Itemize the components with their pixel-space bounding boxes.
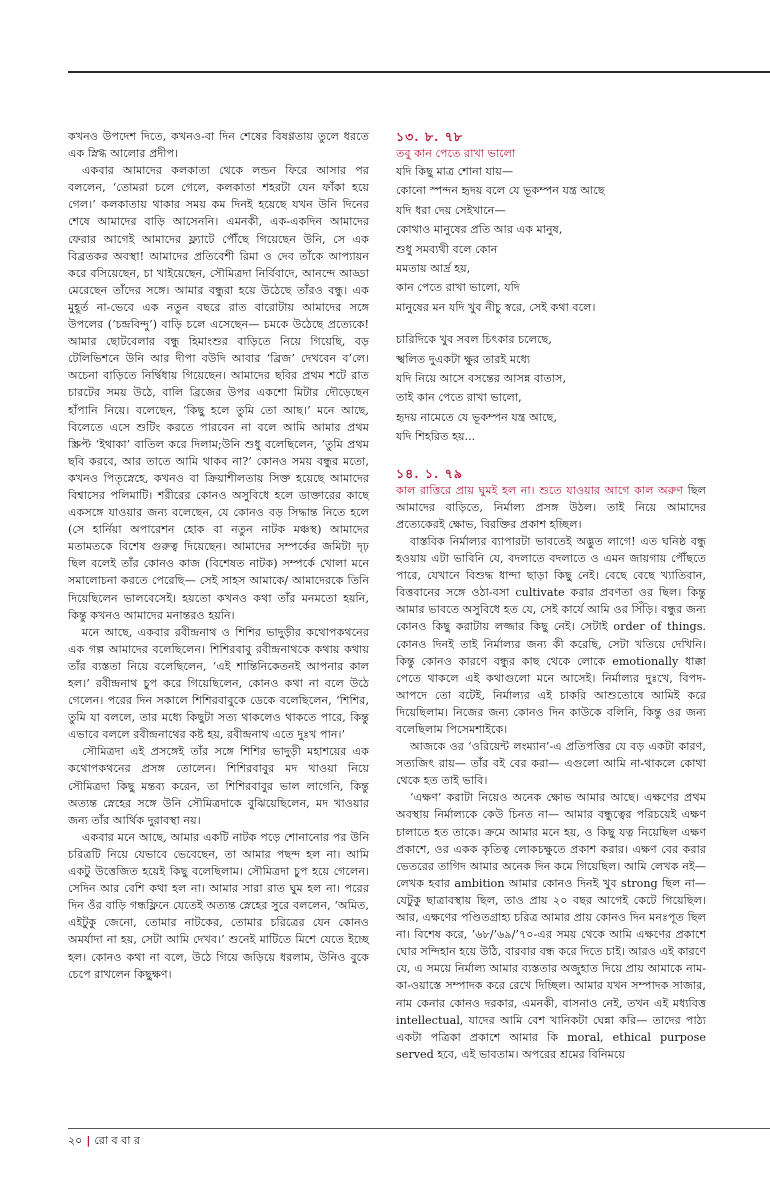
poem-title: তবু কান পেতে রাখা ভালো: [396, 147, 516, 160]
paragraph: বাস্তবিক নির্মাল্যর ব্যাপারটা ভাবতেই অদ্ভুত লাগে! এত ঘনিষ্ঠ বন্ধু হওয়ায় এটা ভাবিনি যে, বদলাতে বদলাতে ও এমন জায়গায় পৌঁছতে পারে, যেখানে বিশুদ্ধ ধান্দা ছাড়া কিছু নেই। বেছে বেছে খ্যাতিবান, বিত্তবানের সঙ্গে ওঠা-বসা cultivate করার প্রবণতা ওর ছিল। কিন্তু আমার ভাবতে অসুবিধে হত যে, সেই কার্যে আমি ওর সিঁড়ি। বন্ধুর জন্য কোনও কিছু করাটায় লজ্জার কিছু নেই। সেটাই order of things. কোনও দিনই তাই নির্মাল্যর জন্য কী করেছি, সেটা খতিয়ে দেখিনি। কিন্তু কোনও কারণে বন্ধুর কাছ থেকে লোকে emotionally ধাক্কা পেতে থাকলে এই কথাগুলো মনে আসেই। নির্মাল্যর দুঃখে, বিপদ-আপদে তো বটেই, নির্মাল্যর এই চাকরি আশুতোষে আমিই করে দিয়েছিলাম। নিজের জন্য কোনও দিন কাউকে বলিনি, কিন্তু ওর জন্য বলেছিলাম পিসেমশাইকে।: [396, 534, 706, 736]
poem-line: তাই কান পেতে রাখা ভালো,: [396, 391, 522, 405]
poem-line: যদি নিয়ে আসে বসন্তের আসন্ন বাতাস,: [396, 372, 567, 386]
top-rule: [68, 71, 770, 73]
paragraph: মনে আছে, একবার রবীন্দ্রনাথ ও শিশির ভাদুড়ীর কথোপকথনের এক গল্প আমাদের বলেছিলেন। শিশিরবাবু রবীন্দ্রনাথকে কথায় কথায় তাঁর ব্যস্ততা নিয়ে বলেছিলেন, ‘এই শান্তিনিকেতনই আপনার কাল হল।’ রবীন্দ্রনাথ চুপ করে গিয়েছিলেন, কোনও কথা না বলে উঠে গেলেন। পরের দিন সকালে শিশিরবাবুকে ডেকে বলেছিলেন, ‘শিশির, তুমি যা বললে, তার মধ্যে কিছুটা সত্য থাকলেও থাকতে পারে, কিন্তু এভাবে বললে রবীন্দ্রনাথের কষ্ট হয়, রবীন্দ্রনাথ এতে দুঃখ পান।’: [68, 625, 369, 742]
paragraph: ‘এক্ষণ’ করাটা নিয়েও অনেক ক্ষোভ আমার আছে। এক্ষণের প্রথম অবস্থায় নির্মাল্যকে কেউ চিনত না— আমার বন্ধুত্বের পরিচয়েই এক্ষণ চালাতে হত তাকে। ক্রমে আমার মনে হয়, ও কিছু যত্ন নিয়েছিল এক্ষণ প্রকাশে, ওর একক কৃতিত্ব লোকচক্ষুতে প্রকাশ করার। এক্ষণ বের করার ভেতরের তাগিদ আমার অনেক দিন কমে গিয়েছিল। আমি লেখক নই— লেখক হবার ambition আমার কোনও দিনই খুব strong ছিল না— যেটুকু ছাত্রাবস্থায় ছিল, তাও প্রায় ২০ বছর আগেই কেটে গিয়েছিল। আর, এক্ষণের পণ্ডিতগ্রাহ্য চরিত্র আমার প্রায় কোনও দিন মনঃপূত ছিল না। বিশেষ করে, ’৬৮/’৬৯/’৭০-এর সময় থেকে আমি এক্ষণের প্রকাশে ঘোর সন্দিহান হয়ে উঠি, বারবার বন্ধ করে দিতে চাই। আরও এই কারণে যে, এ সময়ে নির্মাল্য আমার ব্যস্ততার অজুহাত দিয়ে প্রায় আমাকে নাম-কা-ওয়াস্তে সম্পাদক করে রেখে দিচ্ছিল। আমার যখন সম্পাদক সাজার, নাম কেনার কোনও দরকার, এমনকী, বাসনাও নেই, তখন এই মধ্যবিত্ত intellectual, যাদের আমি বেশ খানিকটা ঘেন্না করি— তাদের পাঠ্য একটা পত্রিকা প্রকাশে আমার কি moral, ethical purpose served হবে, এই ভাবতাম। অপরের শ্রমের বিনিময়ে: [396, 791, 706, 1061]
opening-rest: ছিল আমাদের বাড়িতে, নির্মাল্য প্রসঙ্গ উঠল। তাই নিয়ে আমাদের প্রত্যেকেরই ক্ষোভ, বিরক্তির প্রকাশ হচ্ছিল।: [396, 483, 707, 531]
poem-line: যদি শিহরিত হয়...: [396, 430, 476, 444]
paragraph: [396, 482, 706, 533]
page-number: ২০: [68, 1134, 83, 1147]
poem-line: কান পেতে রাখা ভালো, যদি: [396, 281, 520, 295]
paragraph: একবার মনে আছে, আমার একটি নাটক পড়ে শোনানোর পর উনি চরিত্রটি নিয়ে যেভাবে ভেবেছেন, তা আমার পছন্দ হল না। আমি একটু উত্তেজিত হয়েই কিছু বলেছিলাম। সৌমিত্রদা চুপ হয়ে গেলেন। সেদিন আর বেশি কথা হল না। আমার সারা রাত ঘুম হল না। পরের দিন ওঁর বাড়ি গন্ধফ্লিনে যেতেই অত্যন্ত স্নেহের সুরে বললেন, ‘অমিত, এইটুকু জেনো, তোমার নাটকের, তোমার চরিত্রের যেন কোনও অমর্যাদা না হয়, সেটা আমি দেখব।’ শুনেই মাটিতে মিশে যেতে ইচ্ছে হল। কোনও কথা না বলে, উঠে গিয়ে জড়িয়ে ধরলাম, উনিও বুকে চেপে রাখলেন কিছুক্ষণ।: [68, 830, 369, 981]
stanza-gap: [396, 317, 706, 330]
paragraph: কখনও উপদেশ দিতে, কখনও-বা দিন শেষের বিষণ্ণতায় তুলে ধরতে এক স্নিগ্ধ আলোর প্রদীপ।: [68, 130, 369, 161]
page-footer: [68, 1134, 140, 1148]
poem-line: যদি ধরা দেয় সেইখানে—: [396, 203, 506, 217]
paragraph: আজকে ওর ‘ওরিয়েন্ট লংম্যান’-এ প্রতিপত্তির যে বড় একটা কারণ, সত্যজিৎ রায়— তাঁর বই বের করা— এগুলো আমি না-থাকলে কোথা থেকে হত তাই ভাবি।: [396, 740, 706, 788]
poem-line: হৃদয় নামেতে যে ভূকম্পন যন্ত্র আছে,: [396, 410, 558, 424]
poem-line: চারিদিকে খুব সবল চিৎকার চলেছে,: [396, 333, 552, 347]
poem-line: মানুষের মন যদি খুব নীচু স্বরে, সেই কথা বলে।: [396, 300, 596, 314]
poem-line: কোনো স্পন্দন হৃদয় বলে যে ভূকম্পন যন্ত্র আছে: [396, 184, 605, 198]
poem-line: শুধু সমব্যথী বলে কোন: [396, 242, 498, 256]
opening-line: কাল রাত্তিরে প্রায় ঘুমই হল না। শুতে যাওয়ার আগে কাল অরুণ: [396, 483, 684, 497]
magazine-name: রো ব বা র: [94, 1134, 141, 1147]
diary-date: ১৪. ১. ৭৯: [396, 465, 463, 481]
poem-line: মমতায় আর্দ্র হয়,: [396, 262, 471, 276]
footer-separator: |: [86, 1134, 91, 1147]
footer-rule: [68, 1128, 770, 1129]
paragraph: সৌমিত্রদা এই প্রসঙ্গেই তাঁর সঙ্গে শিশির ভাদুড়ী মহাশয়ের এক কথোপকথনের প্রসঙ্গ তোলেন। শিশিরবাবুর মদ খাওয়া নিয়ে সৌমিত্রদা কিছু মন্তব্য করেন, তা শিশিরবাবুর ভাল লাগেনি, কিন্তু অত্যন্ত স্নেহের সঙ্গে উনি সৌমিত্রদাকে বুঝিয়েছিলেন, মদ খাওয়ার জন্য তাঁর আর্থিক দুরাবস্থা নয়।: [68, 745, 369, 827]
left-column: [68, 128, 369, 983]
diary-date: ১৩. ৮. ৭৮: [396, 129, 463, 144]
poem-line: যদি কিছু মাত্র শোনা যায়—: [396, 165, 514, 178]
paragraph: একবার আমাদের কলকাতা থেকে লন্ডন ফিরে আসার পর বললেন, ‘তোমরা চলে গেলে, কলকাতা শহরটা যেন ফাঁকা হয়ে গেল।’ কলকাতায় থাকার সময় কম দিনই হয়েছে যখন উনি দিনের শেষে আমাদের বাড়ি আসেননি। এমনকী, এক-একদিন আমাদের ফেরার আগেই আমাদের ফ্ল্যাটে পৌঁছে গিয়েছেন উনি, সে এক বিব্রতকর অবস্থা! আমাদের প্রতিবেশী রিমা ও দেব তাঁকে আপ্যায়ন করে বসিয়েছেন, চা খাইয়েছেন, সৌমিত্রদা নির্বিবাদে, আনন্দে আড্ডা মেরেছেন তাঁদের সঙ্গে। আমার বন্ধুরা হয়ে উঠেছে তাঁরও বন্ধু। এক মুহূর্ত না-ভেবে এক নতুন বছরে রাত বারোটায় আমাদের সঙ্গে উপলের (‘চন্দ্রবিন্দু’) বাড়ি চলে এসেছেন— চমকে উঠেছে প্রত্যেকে! আমার ছোটবেলার বন্ধু হিমাংশুর বাড়িতে নিয়ে গিয়েছি, বড় টেলিভিশনে উনি আর দীপা বউদি আবার ‘ব্রিজ’ দেখবেন ব’লে। অচেনা বাড়িতে নির্দ্বিধায় গিয়েছেন। আমাদের ছবির প্রথম শটে রাত চারটের সময় উঠে, বালি ব্রিজের উপর একশো মিটার দৌড়েছেন হাঁপানি নিয়ে। বলেছেন, ‘কিছু হলে তুমি তো আছ।’ মনে আছে, বিলেতে এসে শুটিং করতে পারবেন না বলে আমি আমার প্রথম স্ক্রিপ্ট ‘ইথাকা’ বাতিল করে দিলাম;উনি শুধু বলেছিলেন, ‘তুমি প্রথম ছবি করবে, আর তাতে আমি থাকব না?’ কোনও সময় বন্ধুর মতো, কখনও পিতৃস্নেহে, কখনও বা ক্রিয়াশীলতায় সিক্ত হয়েছে আমাদের বিশ্বাসের পলিমাটি। শরীরের কোনও অসুবিধে হলে ডাক্তারের কাছে একসঙ্গে যাওয়ার জন্য বলেছেন, যে কোনও বড় সিদ্ধান্ত নিতে হলে (সে হার্নিয়া অপারেশন হোক বা নতুন নাটক মঞ্চস্থ) আমাদের মতামতকে বিশেষ গুরুত্ব দিয়েছেন। আমাদের সম্পর্কের জমিটা দৃঢ় ছিল বলেই তাঁর কোনও কাজ (বিশেষত নাটক) সম্পর্কে খোলা মনে সমালোচনা করতে পেরেছি— সেই সাহস আমাকে/ আমাদেরকে তিনি দিয়েছিলেন ভালবেসেই। হয়তো কখনও কথা তাঁর মনমতো হয়নি, কিন্তু কখনও আমাদের মনান্তরও হয়নি।: [68, 164, 369, 622]
poem-line: কোথাও মানুষের প্রতি আর এক মানুষ,: [396, 223, 563, 237]
entry-gap: [396, 447, 706, 465]
poem-line: স্খলিত দুএকটা ক্ষুর তারই মধ্যে: [396, 352, 531, 366]
right-column: [396, 128, 706, 1063]
